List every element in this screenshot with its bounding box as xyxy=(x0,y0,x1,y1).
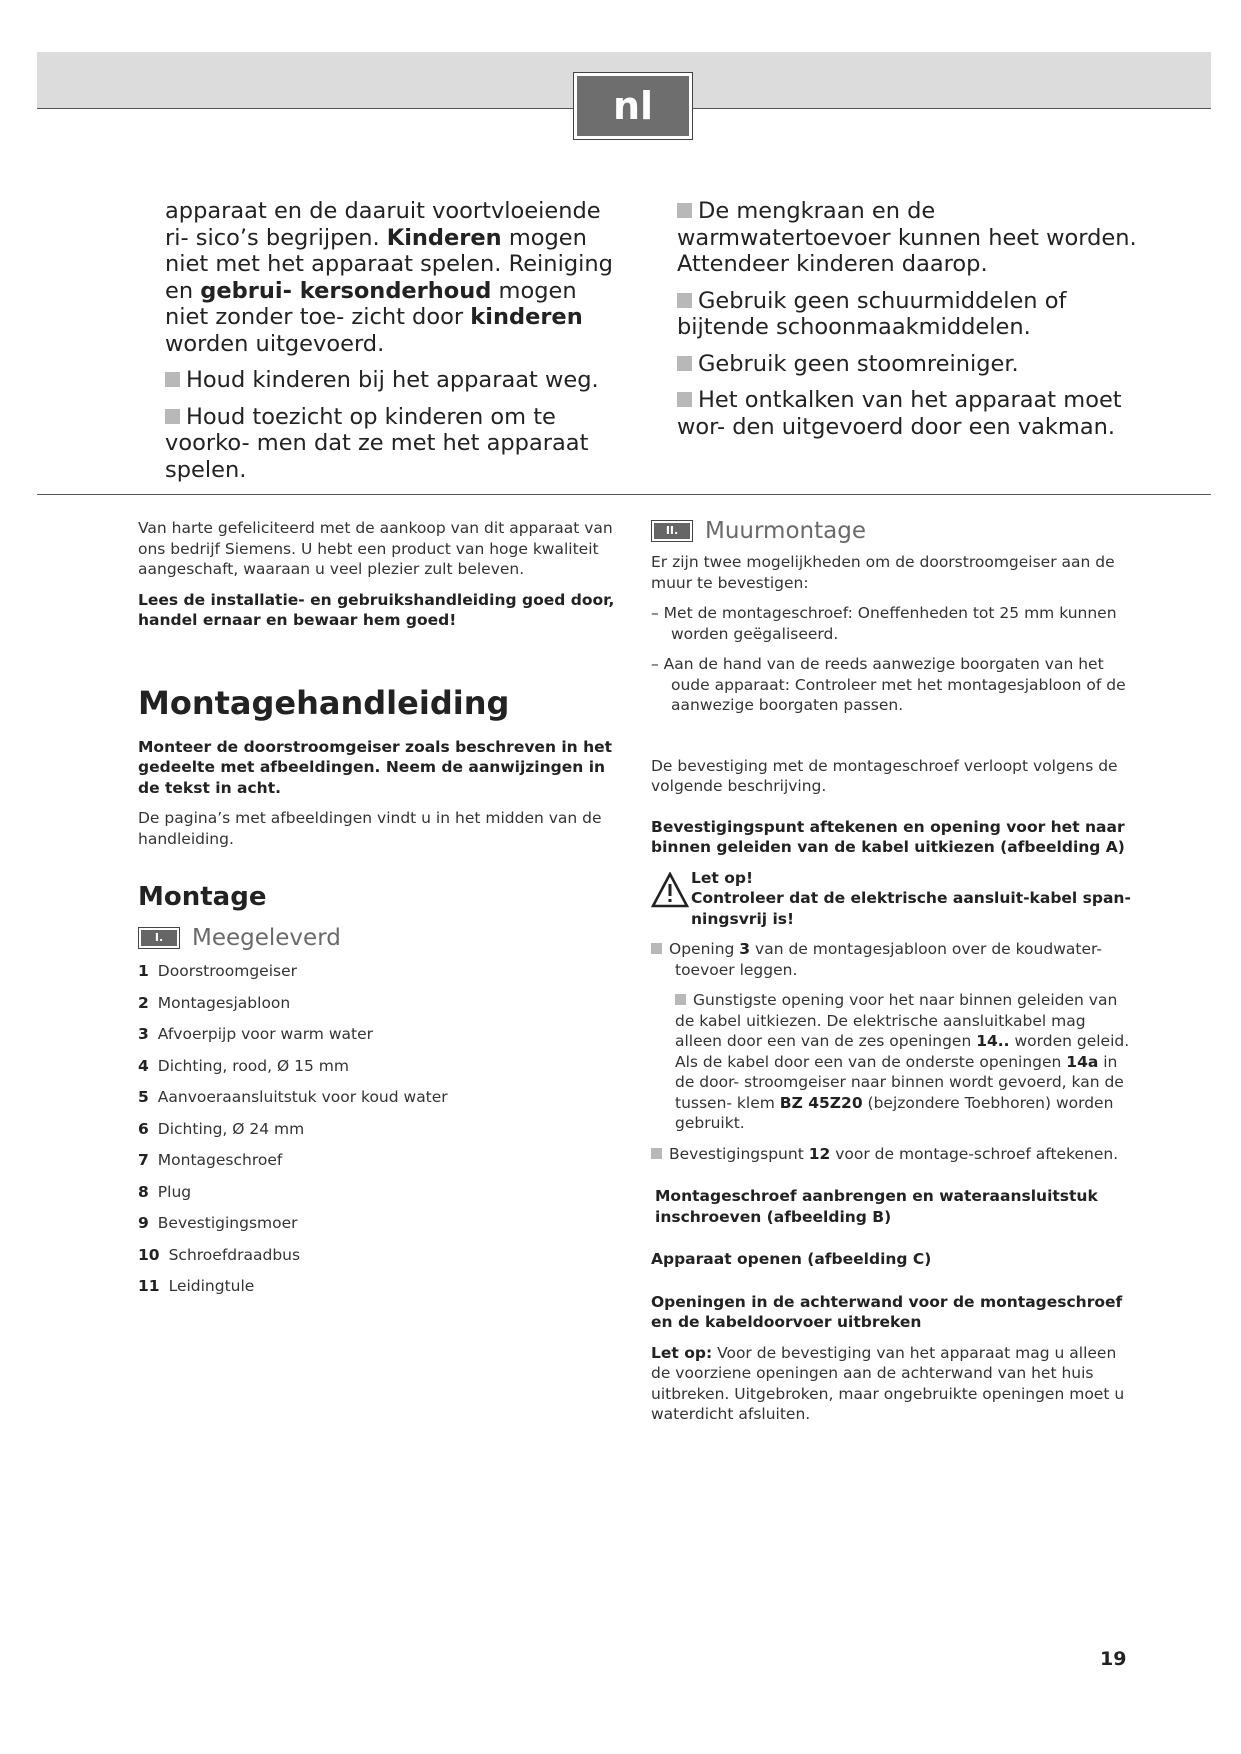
text: mogen niet met het apparaat spelen. Reiniging en xyxy=(165,224,613,304)
bold-text: gebrui- kersonderhoud xyxy=(200,277,492,304)
left-column xyxy=(138,518,618,1308)
bold-text: kinderen xyxy=(470,304,583,330)
text: worden uitgevoerd. xyxy=(165,330,385,357)
right-column xyxy=(651,517,1135,1435)
bullet-text: Houd kinderen bij het apparaat weg. xyxy=(186,367,599,393)
top-right-bullet xyxy=(677,387,1147,440)
list-item xyxy=(138,993,618,1013)
square-bullet-icon xyxy=(677,356,692,371)
heading-openingen: Openingen in de achterwand voor de montageschroef en de kabeldoorvoer uitbreken xyxy=(651,1292,1123,1331)
item-label: Dichting, rood, Ø 15 mm xyxy=(157,1056,349,1075)
square-bullet-icon xyxy=(165,372,180,387)
list-item xyxy=(138,1245,618,1265)
item-number: 1 xyxy=(138,962,149,980)
item-number: 8 xyxy=(138,1182,149,1201)
note-text: Voor de bevestiging van het apparaat mag u alleen de voorziene openingen aan de achterwand van het huis uitbreken. Uitgebroken, maar ongebruikte openingen moet u waterdicht afsluiten. xyxy=(651,1343,1125,1423)
dash-item: – Aan de hand van de reeds aanwezige boorgaten van het oude apparaat: Controleer met het montagesjabloon of de aanwezige boorgaten passen. xyxy=(651,655,1126,714)
top-right-bullet xyxy=(677,288,1147,341)
square-bullet-icon xyxy=(677,203,692,218)
list-item xyxy=(138,1087,618,1107)
top-right-bullet xyxy=(677,351,1147,378)
section-header-muurmontage xyxy=(651,517,1135,544)
section-number-icon xyxy=(651,520,693,542)
square-bullet-icon xyxy=(677,293,692,308)
title-bold-text: Monteer de doorstroomgeiser zoals beschreven in het gedeelte met afbeeldingen. Neem de aanwijzingen in de tekst in acht. xyxy=(138,737,613,797)
list-item xyxy=(138,1182,618,1202)
section-divider xyxy=(37,494,1211,495)
item-label: Schroefdraadbus xyxy=(168,1245,301,1264)
square-bullet-icon xyxy=(677,392,692,407)
square-bullet-icon xyxy=(675,994,686,1005)
note-label: Let op: xyxy=(651,1343,713,1362)
sub-bullet-item xyxy=(651,990,1135,1134)
part-number: 14a xyxy=(1066,1052,1099,1071)
list-item xyxy=(138,1213,618,1233)
dash-item: – Met de montageschroef: Oneffenheden tot 25 mm kunnen worden geëgaliseerd. xyxy=(651,604,1117,643)
item-label: Aanvoeraansluitstuk voor koud water xyxy=(157,1088,448,1106)
section-header-meegeleverd xyxy=(138,924,618,951)
warning-title: Let op! xyxy=(691,868,754,887)
warning-body: Controleer dat de elektrische aansluit-kabel span- ningsvrij is! xyxy=(691,889,1131,928)
top-left-column xyxy=(165,198,625,493)
list-item xyxy=(138,1056,618,1076)
mount-intro: Er zijn twee mogelijkheden om de doorstroomgeiser aan de muur te bevestigen: xyxy=(651,553,1115,592)
text: (bejzondere Toebhoren) worden gebruikt. xyxy=(675,1093,1114,1132)
item-label: Leidingtule xyxy=(168,1277,255,1295)
subtitle: Montage xyxy=(138,882,267,912)
heading-afbeelding-a: Bevestigingspunt aftekenen en opening voor het naar binnen geleiden van de kabel uitkiezen (afbeelding A) xyxy=(651,817,1125,856)
heading-afbeelding-c: Apparaat openen (afbeelding C) xyxy=(651,1250,932,1268)
intro-text: Van harte gefeliciteerd met de aankoop van dit apparaat van ons bedrijf Siemens. U hebt een product van hoge kwaliteit aangeschaft, waaraan u veel plezier zult beleven. xyxy=(138,519,613,578)
text: apparaat en de daaruit voortvloeiende ri- sico’s begrijpen. xyxy=(165,198,601,251)
title-text: De pagina’s met afbeeldingen vindt u in het midden van de handleiding. xyxy=(138,809,602,848)
part-number: 14.. xyxy=(976,1032,1010,1050)
text: worden geleid. Als de kabel door een van de onderste openingen xyxy=(675,1032,1130,1071)
text: van de montagesjabloon over de koudwater- toevoer leggen. xyxy=(675,940,1102,979)
bullet-text: Gebruik geen stoomreiniger. xyxy=(698,350,1019,377)
item-number: 6 xyxy=(138,1119,149,1138)
item-label: Dichting, Ø 24 mm xyxy=(157,1119,305,1138)
item-label: Montageschroef xyxy=(157,1151,283,1169)
list-item xyxy=(138,961,618,981)
section-number-icon xyxy=(138,927,180,949)
top-right-column xyxy=(677,198,1147,450)
top-right-bullet xyxy=(677,198,1147,278)
intro-bold-text: Lees de installatie- en gebruikshandleiding goed door, handel ernaar en bewaar hem goed! xyxy=(138,590,615,629)
text: Gunstigste opening voor het naar binnen geleiden van de kabel uitkiezen. De elektrische aansluitkabel mag alleen door een van de zes openingen xyxy=(675,991,1118,1050)
list-item xyxy=(138,1024,618,1044)
item-label: Afvoerpijp voor warm water xyxy=(157,1025,373,1043)
item-label: Bevestigingsmoer xyxy=(157,1214,298,1232)
language-code: nl xyxy=(577,76,689,136)
top-left-intro xyxy=(165,198,625,357)
item-number: 9 xyxy=(138,1214,149,1232)
section-title: Meegeleverd xyxy=(192,924,341,951)
text: voor de montage-schroef aftekenen. xyxy=(830,1144,1119,1163)
section-number: II. xyxy=(654,523,690,539)
item-number: 7 xyxy=(138,1151,149,1169)
item-label: Montagesjabloon xyxy=(157,993,291,1012)
bullet-text: Het ontkalken van het apparaat moet wor- den uitgevoerd door een vakman. xyxy=(677,387,1122,440)
text: Bevestigingspunt xyxy=(669,1144,809,1163)
item-number: 4 xyxy=(138,1056,149,1075)
item-number: 11 xyxy=(138,1277,160,1295)
item-number: 10 xyxy=(138,1245,160,1264)
list-item xyxy=(138,1276,618,1296)
text: mogen niet zonder toe- zicht door xyxy=(165,277,577,330)
warning-text xyxy=(691,868,1135,930)
part-number: BZ 45Z20 xyxy=(779,1093,863,1112)
bullet-text: Gebruik geen schuurmiddelen of bijtende schoonmaakmiddelen. xyxy=(677,287,1067,340)
part-number: 3 xyxy=(739,940,751,958)
warning-icon xyxy=(651,872,689,908)
list-item xyxy=(138,1119,618,1139)
item-number: 3 xyxy=(138,1025,149,1043)
section-title: Muurmontage xyxy=(705,517,866,544)
parts-list xyxy=(138,961,618,1296)
page-title: Montagehandleiding xyxy=(138,683,510,722)
top-left-bullet xyxy=(165,404,625,484)
item-label: Plug xyxy=(157,1182,192,1201)
text: Opening xyxy=(669,940,740,958)
square-bullet-icon xyxy=(651,943,662,954)
page-number: 19 xyxy=(1100,1648,1127,1670)
square-bullet-icon xyxy=(651,1148,662,1159)
heading-afbeelding-b: Montageschroef aanbrengen en wateraansluitstuk inschroeven (afbeelding B) xyxy=(655,1187,1098,1226)
square-bullet-icon xyxy=(165,409,180,424)
list-item xyxy=(138,1150,618,1170)
item-number: 5 xyxy=(138,1088,149,1106)
text: in de door- stroomgeiser naar binnen wordt gevoerd, kan de tussen- klem xyxy=(675,1052,1124,1112)
bullet-text: De mengkraan en de warmwatertoevoer kunnen heet worden. Attendeer kinderen daarop. xyxy=(677,198,1137,277)
part-number: 12 xyxy=(808,1144,831,1163)
bullet-text: Houd toezicht op kinderen om te voorko- men dat ze met het apparaat spelen. xyxy=(165,403,589,483)
note-paragraph xyxy=(651,1343,1135,1425)
item-label: Doorstroomgeiser xyxy=(157,962,297,980)
bold-text: Kinderen xyxy=(386,224,502,251)
section-number: I. xyxy=(141,930,177,946)
language-badge xyxy=(573,72,693,140)
top-left-bullet xyxy=(165,367,625,394)
bullet-item xyxy=(651,939,1135,980)
bullet-item xyxy=(651,1144,1135,1165)
mount-paragraph: De bevestiging met de montageschroef verloopt volgens de volgende beschrijving. xyxy=(651,756,1118,795)
item-number: 2 xyxy=(138,993,149,1012)
warning-block xyxy=(651,868,1135,930)
